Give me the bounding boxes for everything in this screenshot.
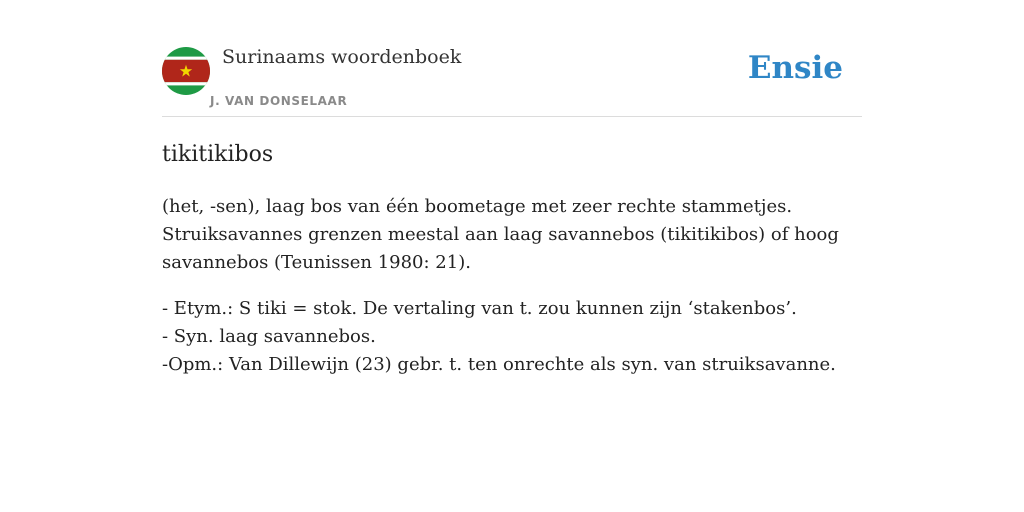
definition-line: (het, -sen), laag bos van één boometage met zeer rechte stammetjes. bbox=[162, 196, 793, 217]
synonym-line: - Syn. laag savannebos. bbox=[162, 326, 376, 347]
entry-content bbox=[162, 138, 862, 379]
suriname-flag-icon[interactable] bbox=[162, 47, 210, 95]
remark-line: -Opm.: Van Dillewijn (23) gebr. t. ten onrechte als syn. van struiksavanne. bbox=[162, 354, 836, 375]
dictionary-header bbox=[162, 40, 862, 117]
etymology-line: - Etym.: S tiki = stok. De vertaling van t. zou kunnen zijn ‘stakenbos’. bbox=[162, 298, 797, 319]
dictionary-author: J. VAN DONSELAAR bbox=[210, 94, 348, 108]
ensie-logo-link[interactable]: Ensie bbox=[747, 50, 843, 86]
entry-headword: tikitikibos bbox=[162, 142, 274, 167]
entry-notes bbox=[162, 295, 862, 379]
definition-line: savannebos (Teunissen 1980: 21). bbox=[162, 252, 471, 273]
definition-line: Struiksavannes grenzen meestal aan laag savannebos (tikitikibos) of hoog bbox=[162, 224, 839, 245]
dictionary-title[interactable]: Surinaams woordenboek bbox=[222, 46, 462, 68]
entry-definition bbox=[162, 193, 862, 277]
